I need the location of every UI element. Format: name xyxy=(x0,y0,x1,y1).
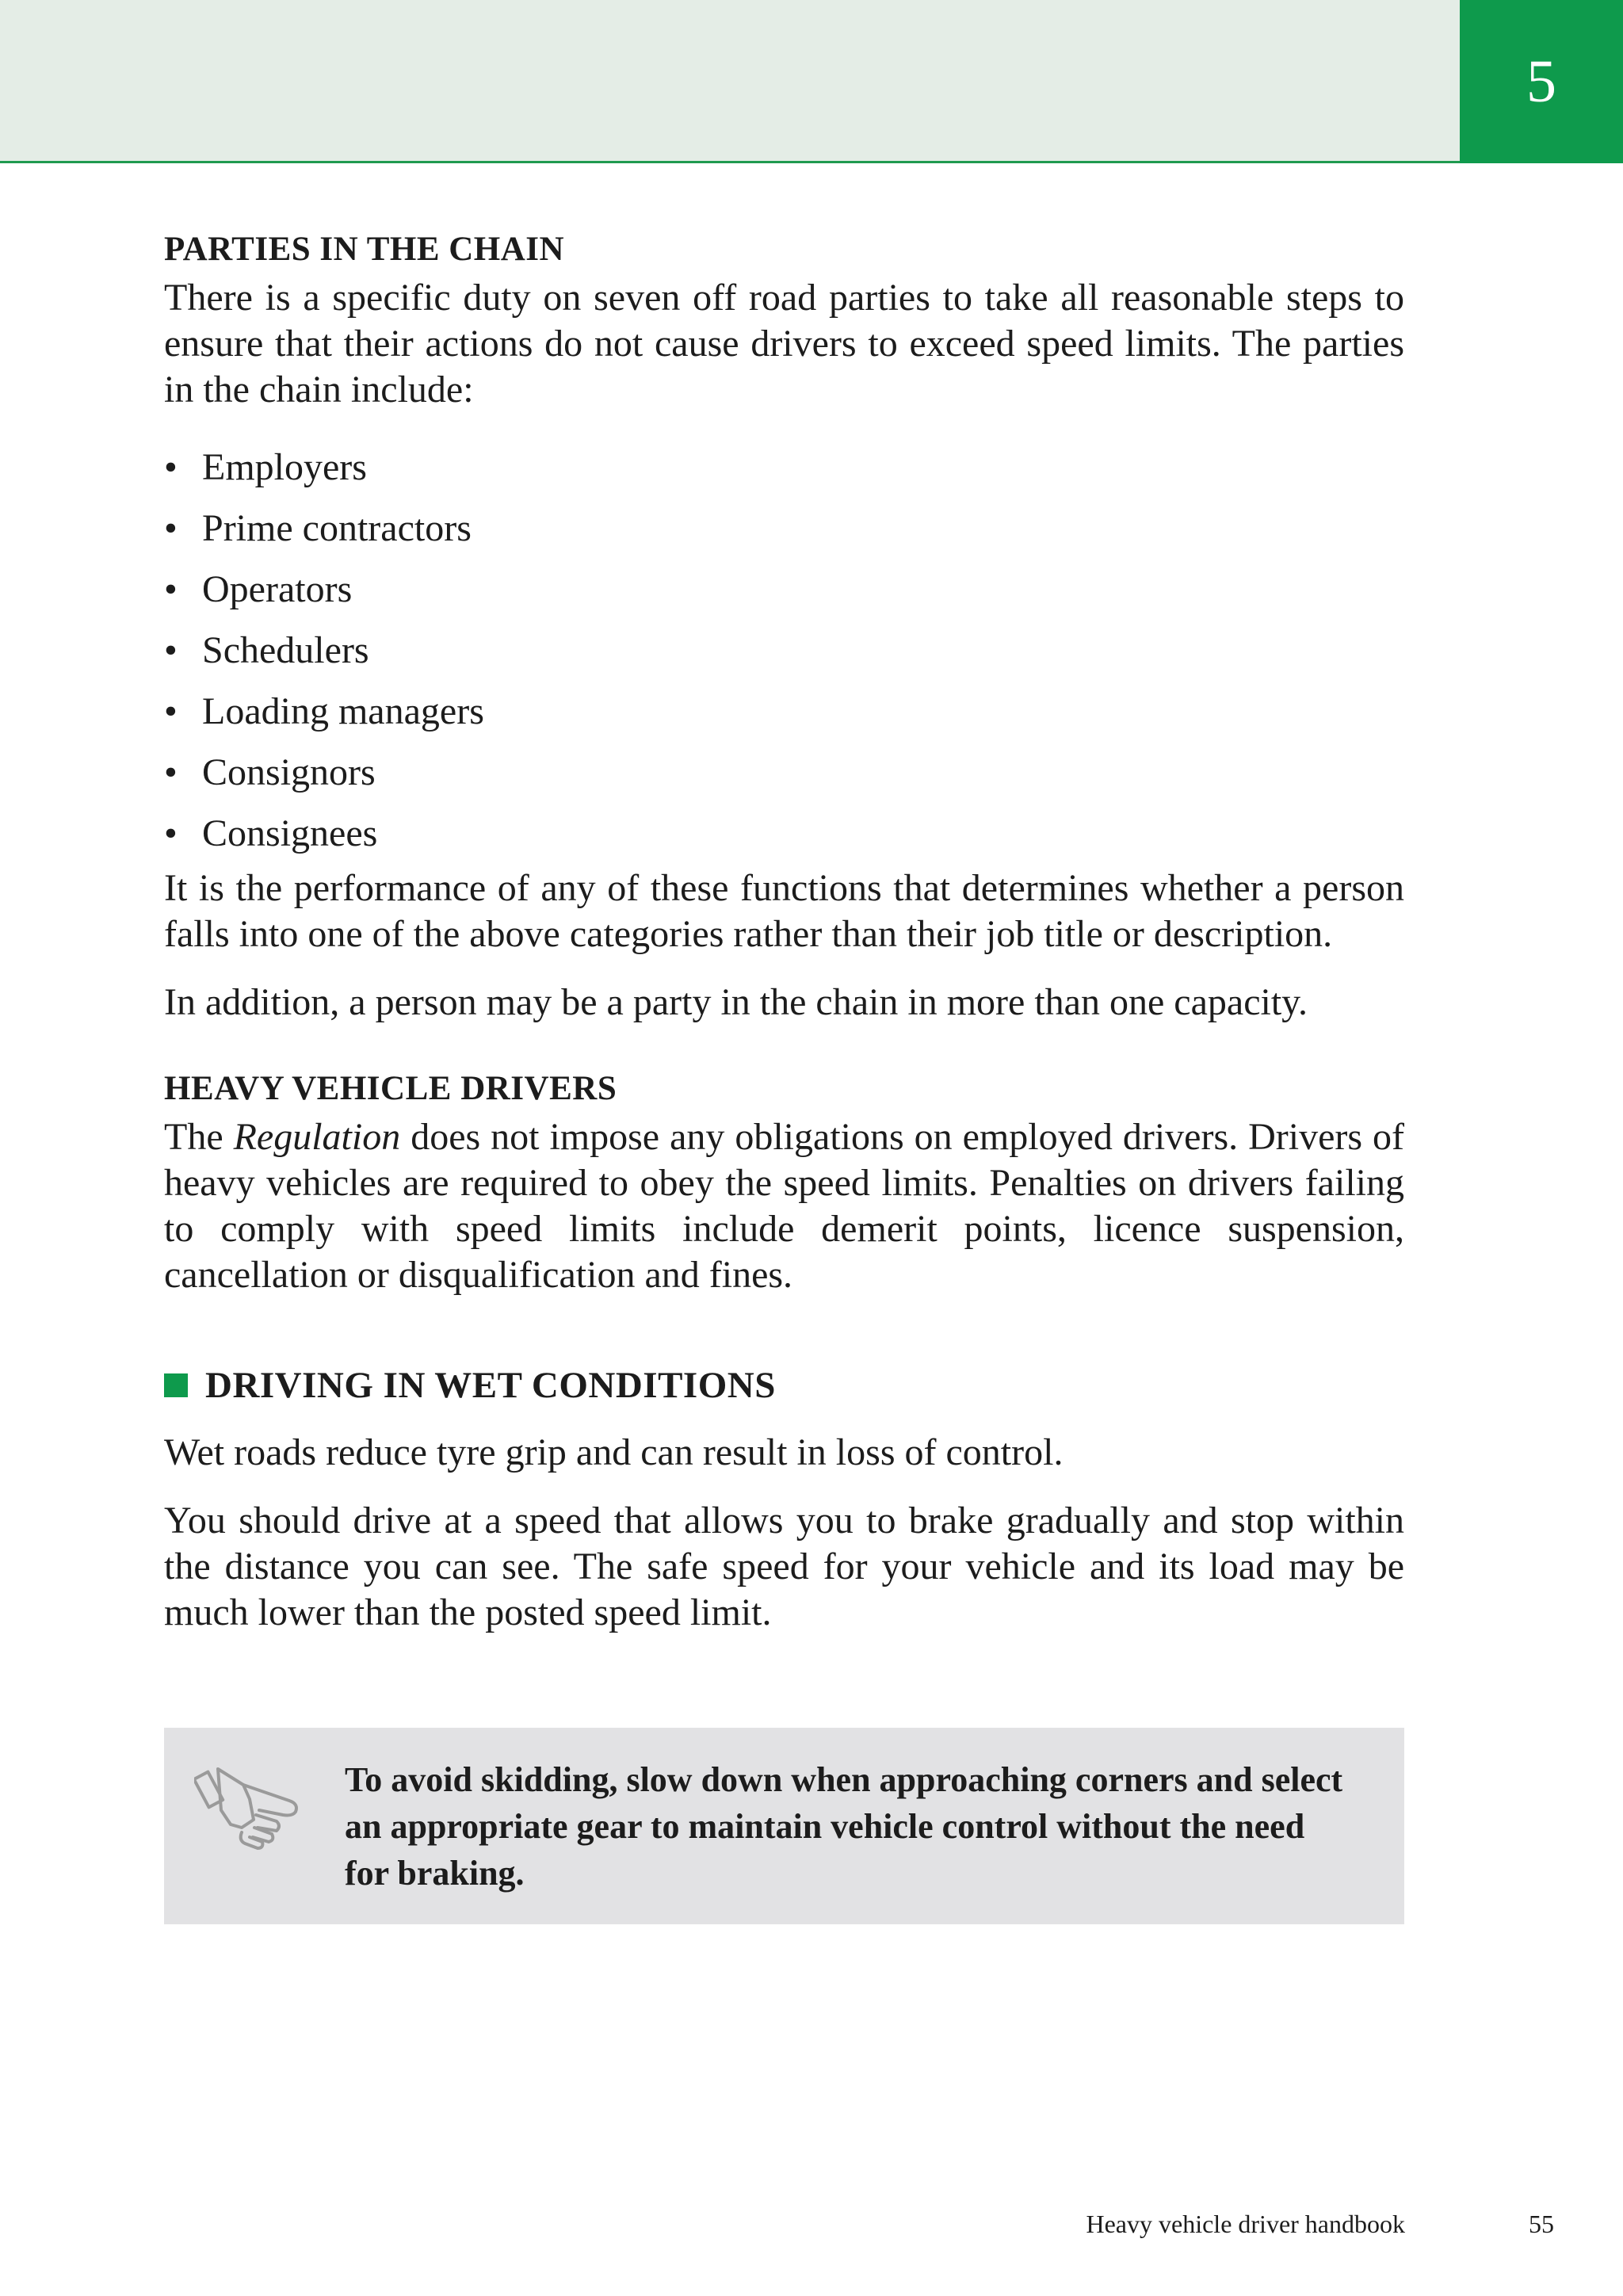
footer-title: Heavy vehicle driver handbook xyxy=(1086,2210,1405,2238)
list-item: • Prime contractors xyxy=(164,498,1404,559)
list-item: • Schedulers xyxy=(164,620,1404,681)
parties-intro: There is a specific duty on seven off road parties to take all reasonable steps to ensure that their actions do not cause drivers to exceed speed limits. The parties in the chain include: xyxy=(164,277,1404,411)
tip-text: To avoid skidding, slow down when approaching corners and select an appropriate gear to maintain vehicle control without the need for braking. xyxy=(345,1760,1343,1893)
section-marker-square xyxy=(164,1373,188,1397)
parties-heading: PARTIES IN THE CHAIN xyxy=(164,231,565,268)
drivers-text-rest: does not impose any obligations on employed drivers. Drivers of heavy vehicles are required to obey the speed limits. Penalties on drivers failing to comply with speed limits include demerit points, licence suspension, cancellation or disqualification and fines. xyxy=(164,1116,1404,1296)
list-item: • Employers xyxy=(164,437,1404,498)
chapter-number-tab xyxy=(1460,0,1623,163)
parties-functions-paragraph: It is the performance of any of these functions that determines whether a person falls into one of the above categories rather than their job title or description. xyxy=(164,867,1404,955)
wet-conditions-heading xyxy=(164,1362,1404,1409)
wet-conditions-heading-label: DRIVING IN WET CONDITIONS xyxy=(205,1365,776,1406)
drivers-text-lead: The xyxy=(164,1116,234,1158)
pointing-hand-icon xyxy=(194,1752,321,1855)
page-number: 55 xyxy=(1529,2210,1554,2238)
list-item: • Consignees xyxy=(164,803,1404,864)
wet-paragraph-2: You should drive at a speed that allows you to brake gradually and stop within the distance you can see. The safe speed for your vehicle and its load may be much lower than the posted speed limit. xyxy=(164,1499,1404,1633)
list-item: • Operators xyxy=(164,559,1404,620)
drivers-paragraph xyxy=(164,1114,1404,1298)
parties-list xyxy=(164,437,1404,864)
parties-capacity-paragraph: In addition, a person may be a party in the chain in more than one capacity. xyxy=(164,981,1308,1023)
page-content xyxy=(164,226,1404,1636)
drivers-heading: HEAVY VEHICLE DRIVERS xyxy=(164,1070,617,1107)
header-band xyxy=(0,0,1460,163)
wet-paragraph-1: Wet roads reduce tyre grip and can result in loss of control. xyxy=(164,1431,1064,1473)
list-item: • Loading managers xyxy=(164,681,1404,742)
chapter-number: 5 xyxy=(1526,48,1556,115)
tip-box xyxy=(164,1728,1404,1924)
regulation-term: Regulation xyxy=(233,1116,401,1158)
list-item: • Consignors xyxy=(164,742,1404,803)
